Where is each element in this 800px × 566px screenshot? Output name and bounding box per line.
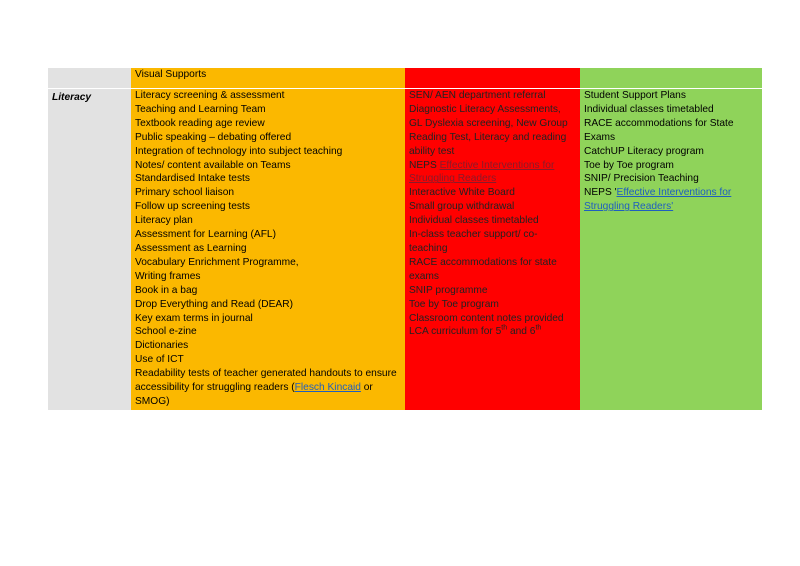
readability-text: Readability tests of teacher generated handouts to ensure accessibility for struggling readers (	[135, 368, 397, 394]
lca-sup: th	[501, 325, 508, 333]
list-item: Classroom content notes provided	[409, 312, 564, 324]
list-item: exams	[409, 270, 440, 282]
readability-item	[135, 367, 401, 409]
list-item: Vocabulary Enrichment Programme,	[135, 256, 299, 268]
flesch-kincaid-link[interactable]: Flesch Kincaid	[294, 382, 361, 394]
list-item: Writing frames	[135, 270, 201, 282]
list-item: Individual classes timetabled	[584, 103, 714, 115]
list-item: School e-zine	[135, 326, 197, 338]
list-item: teaching	[409, 242, 448, 254]
list-item: Standardised Intake tests	[135, 173, 250, 185]
row1-label-cell	[48, 68, 131, 88]
list-item: Literacy screening & assessment	[135, 90, 285, 101]
list-item: Reading Test, Literacy and reading	[409, 131, 567, 143]
neps-effective-interventions-link[interactable]: Effective Interventions for Struggling Readers'	[584, 187, 732, 213]
list-item: Toe by Toe program	[584, 159, 674, 171]
list-item: Dictionaries	[135, 340, 189, 352]
readability-text-end: or SMOG)	[135, 382, 373, 407]
lca-item	[409, 325, 576, 339]
list-item: Assessment as Learning	[135, 242, 247, 254]
list-item: ability test	[409, 145, 455, 157]
list-item: SNIP/ Precision Teaching	[584, 173, 699, 185]
list-item: Use of ICT	[135, 354, 184, 366]
list-item: In-class teacher support/ co-	[409, 229, 538, 241]
lca-text: LCA curriculum for 5	[409, 326, 502, 338]
lca-text: and 6	[507, 326, 536, 338]
neps-prefix: NEPS '	[584, 187, 617, 199]
list-item: CatchUP Literacy program	[584, 145, 704, 157]
list-item: RACE accommodations for state	[409, 256, 557, 268]
list-item: Student Support Plans	[584, 90, 686, 101]
list-item: Public speaking – debating offered	[135, 131, 292, 143]
targeted-supports-cell	[405, 88, 580, 410]
universal-supports-list	[135, 89, 401, 367]
lca-sup: th	[535, 325, 542, 333]
specialist-supports-cell	[580, 88, 762, 410]
list-item: Individual classes timetabled	[409, 215, 539, 227]
list-item: Primary school liaison	[135, 187, 235, 199]
list-item: Follow up screening tests	[135, 201, 250, 213]
literacy-label: Literacy	[48, 88, 131, 410]
list-item: Notes/ content available on Teams	[135, 159, 291, 171]
list-item: Book in a bag	[135, 284, 198, 296]
list-item: Drop Everything and Read (DEAR)	[135, 298, 293, 310]
list-item: Interactive White Board	[409, 187, 515, 199]
list-item: Key exam terms in journal	[135, 312, 253, 324]
neps-item	[584, 186, 758, 214]
row1-green-cell	[580, 68, 762, 88]
list-item: Assessment for Learning (AFL)	[135, 229, 276, 241]
list-item: GL Dyslexia screening, New Group	[409, 117, 568, 129]
list-item: Toe by Toe program	[409, 298, 499, 310]
list-item: Teaching and Learning Team	[135, 103, 266, 115]
row1-orange-cell: Visual Supports	[131, 68, 405, 88]
list-item: SEN/ AEN department referral	[409, 90, 546, 101]
neps-effective-interventions-link[interactable]: Effective Interventions for Struggling Readers	[409, 159, 555, 185]
universal-supports-cell	[131, 88, 405, 410]
list-item: Diagnostic Literacy Assessments,	[409, 103, 561, 115]
supports-table	[48, 68, 762, 410]
list-item: SNIP programme	[409, 284, 488, 296]
list-item: Literacy plan	[135, 215, 193, 227]
list-item: Small group withdrawal	[409, 201, 515, 213]
row1-red-cell	[405, 68, 580, 88]
neps-prefix: NEPS	[409, 159, 440, 171]
list-item: Textbook reading age review	[135, 117, 265, 129]
neps-item	[409, 159, 576, 187]
list-item: RACE accommodations for State	[584, 117, 734, 129]
list-item: Exams	[584, 131, 616, 143]
list-item: Integration of technology into subject teaching	[135, 145, 343, 157]
